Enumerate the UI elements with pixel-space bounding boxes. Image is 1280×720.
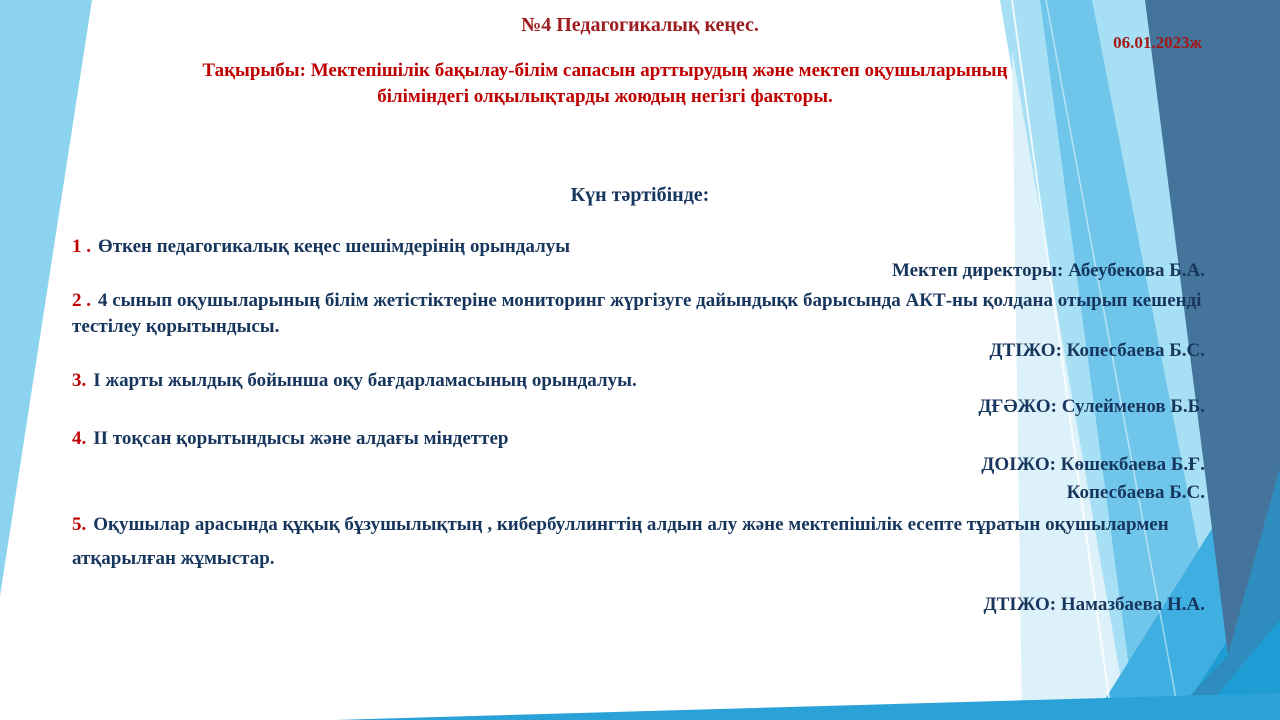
- agenda-item-4-number: 4.: [72, 428, 87, 449]
- agenda-item-3-responsible: ДҒӘЖО: Сулейменов Б.Б.: [978, 396, 1205, 417]
- agenda-item-3-text: І жарты жылдық бойынша оқу бағдарламасының орындалуы.: [93, 370, 637, 391]
- agenda-item-5-number: 5.: [72, 514, 87, 535]
- agenda-item-1-text: Өткен педагогикалық кеңес шешімдерінің орындалуы: [98, 236, 571, 257]
- agenda-item-5-text: Оқушылар арасында құқық бұзушылықтың , кибербуллингтің алдын алу және мектепішілік есепте тұратын оқушылармен атқарылған жұмыстар.: [72, 514, 1169, 569]
- slide-topic: [80, 58, 1130, 110]
- agenda-heading: Күн тәртібінде:: [570, 184, 710, 206]
- agenda-item-2-number: 2 .: [72, 290, 91, 311]
- agenda-item-1: [72, 234, 1210, 260]
- agenda-item-3-number: 3.: [72, 370, 87, 391]
- agenda-item-2-text: 4 сынып оқушыларының білім жетістіктеріне мониторинг жүргізуге дайындықк барысында АКТ-ны қолдана отырып кешенді тестілеу қорытындысы.: [72, 290, 1202, 337]
- slide-title: №4 Педагогикалық кеңес.: [521, 14, 759, 36]
- agenda-item-4-responsible-1: ДОІЖО: Көшекбаева Б.Ғ.: [981, 454, 1205, 475]
- agenda-item-1-responsible: Мектеп директоры: Абеубекова Б.А.: [891, 260, 1205, 281]
- agenda-item-2-responsible: ДТІЖО: Копесбаева Б.С.: [989, 340, 1205, 361]
- topic-line-1: Тақырыбы: Мектепішілік бақылау-білім сапасын арттырудың және мектеп оқушыларының: [202, 60, 1008, 81]
- agenda-item-3: [72, 368, 1210, 394]
- topic-line-2: біліміндегі олқылықтарды жоюдың негізгі факторы.: [377, 86, 833, 107]
- agenda-item-5: [72, 508, 1210, 576]
- agenda-item-2: [72, 288, 1210, 340]
- agenda-item-5-responsible: ДТІЖО: Намазбаева Н.А.: [983, 594, 1205, 615]
- agenda-item-1-number: 1 .: [72, 236, 91, 257]
- slide-date: 06.01.2023ж: [1113, 33, 1202, 52]
- agenda-item-4-responsible-2: Копесбаева Б.С.: [1066, 482, 1205, 503]
- agenda-item-4-text: ІІ тоқсан қорытындысы және алдағы міндеттер: [93, 428, 509, 449]
- agenda-item-4: [72, 426, 1210, 452]
